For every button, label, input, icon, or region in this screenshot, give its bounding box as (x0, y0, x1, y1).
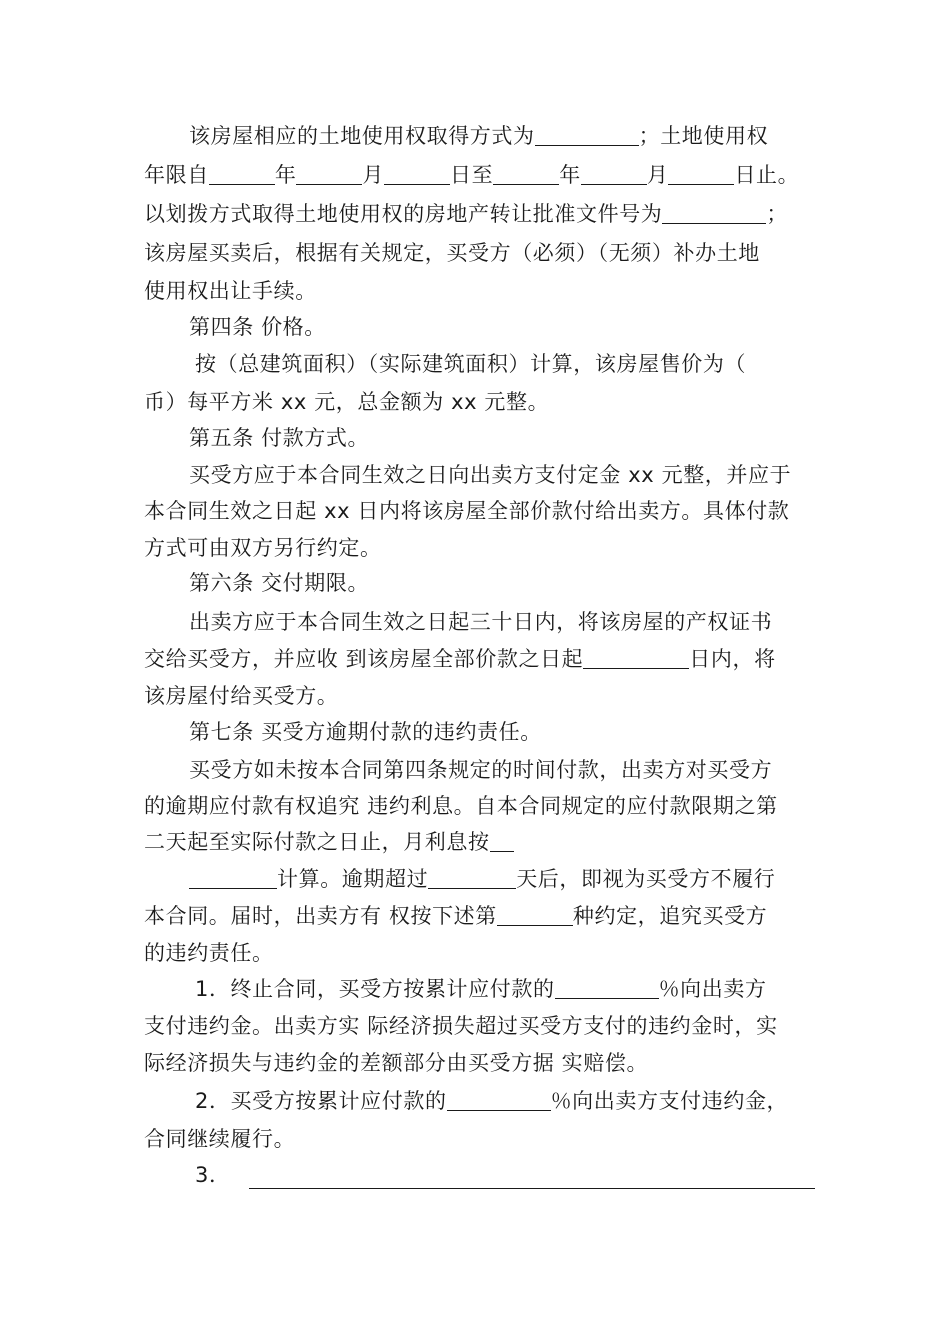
text-segment: 交给买受方，并应收 到该房屋全部价款之日起 (144, 647, 584, 671)
fill-blank (296, 164, 362, 185)
text-segment: 年限自 (144, 163, 209, 187)
text-segment: 2．买受方按累计应付款的 (195, 1089, 447, 1113)
text-line: 买受方如未按本合同第四条规定的时间付款，出卖方对买受方 (189, 758, 773, 782)
text-segment: 年 (559, 163, 581, 187)
text-line: 按（总建筑面积）（实际建筑面积）计算，该房屋售价为（ (195, 352, 747, 376)
text-segment: 该房屋相应的土地使用权取得方式为 (189, 124, 535, 148)
section-heading: 第七条 买受方逾期付款的违约责任。 (189, 720, 542, 744)
text-segment: 二天起至实际付款之日止，月利息按 (144, 830, 490, 854)
text-line: 该房屋买卖后，根据有关规定，买受方（必须）（无须）补办土地 (144, 241, 760, 265)
fill-blank (581, 164, 647, 185)
text-line: 使用权出让手续。 (144, 279, 317, 303)
list-item (195, 1161, 815, 1189)
text-line: 际经济损失与违约金的差额部分由买受方据 实赔偿。 (144, 1051, 649, 1075)
fill-blank (447, 1090, 551, 1111)
fill-blank (668, 164, 734, 185)
fill-blank (662, 203, 766, 224)
text-segment: 计算。逾期超过 (277, 867, 429, 891)
text-segment: 月 (362, 163, 385, 187)
text-segment: 3． (195, 1163, 231, 1187)
text-segment: ；土地使用权 (638, 124, 769, 148)
section-heading: 第四条 价格。 (189, 315, 326, 339)
list-item (195, 975, 767, 1003)
fill-blank (535, 125, 639, 146)
fill-blank (189, 868, 277, 889)
text-line (189, 865, 775, 893)
text-line: 该房屋付给买受方。 (144, 684, 339, 708)
text-line (144, 645, 776, 673)
text-line (144, 828, 514, 856)
text-segment: 以划拨方式取得土地使用权的房地产转让批准文件号为 (144, 202, 663, 226)
text-line (144, 200, 788, 228)
text-line: 本合同生效之日起 xx 日内将该房屋全部价款付给出卖方。具体付款 (144, 499, 790, 523)
text-line: 支付违约金。出卖方实 际经济损失超过买受方支付的违约金时，实 (144, 1014, 778, 1038)
text-line: 出卖方应于本合同生效之日起三十日内，将该房屋的产权证书 (189, 610, 773, 634)
text-line: 买受方应于本合同生效之日向出卖方支付定金 xx 元整，并应于 (189, 463, 792, 487)
section-heading: 第五条 付款方式。 (189, 426, 370, 450)
text-segment: 本合同。届时，出卖方有 权按下述第 (144, 904, 497, 928)
text-segment: 月 (646, 163, 669, 187)
fill-blank (583, 648, 689, 669)
fill-blank (209, 164, 275, 185)
fill-blank (384, 164, 450, 185)
text-line: 的逾期应付款有权追究 违约利息。自本合同规定的应付款限期之第 (144, 794, 778, 818)
text-segment: ； (766, 202, 789, 226)
section-heading: 第六条 交付期限。 (189, 571, 370, 595)
text-line (189, 122, 768, 150)
text-line (144, 161, 799, 189)
text-segment: 日内，将 (689, 647, 776, 671)
text-line: 的违约责任。 (144, 941, 274, 965)
text-line: 合同继续履行。 (144, 1127, 296, 1151)
text-segment: 天后，即视为买受方不履行 (516, 867, 776, 891)
fill-blank (249, 1168, 815, 1189)
text-segment: 种约定，追究买受方 (572, 904, 768, 928)
fill-blank (490, 831, 514, 852)
text-segment: 日至 (450, 163, 494, 187)
text-segment: 1．终止合同，买受方按累计应付款的 (195, 977, 555, 1001)
text-segment: ％向出卖方 (658, 977, 767, 1001)
text-line (144, 902, 767, 930)
text-line: 币）每平方米 xx 元，总金额为 xx 元整。 (144, 390, 550, 414)
fill-blank (428, 868, 516, 889)
text-segment: ％向出卖方支付违约金， (550, 1089, 789, 1113)
fill-blank (497, 905, 573, 926)
text-segment: 年 (274, 163, 297, 187)
text-line: 方式可由双方另行约定。 (144, 536, 382, 560)
fill-blank (493, 164, 559, 185)
list-item (195, 1087, 788, 1115)
fill-blank (555, 978, 659, 999)
text-segment: 日止。 (734, 163, 800, 187)
